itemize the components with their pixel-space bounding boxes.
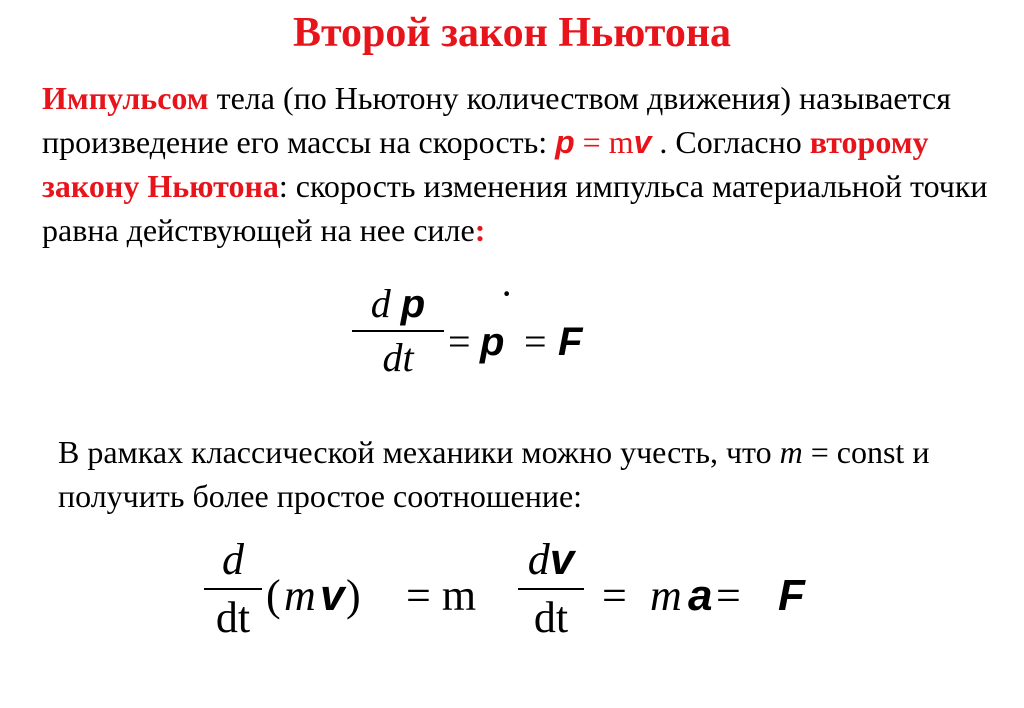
equals-sign: = (716, 571, 741, 620)
fraction-dp-dt (352, 281, 444, 380)
formula-dp-dt (352, 271, 672, 404)
text-segment: : скорость изменения импульса материальной точки равна действующей на нее силе (42, 168, 988, 248)
denominator-dt: dt (215, 593, 251, 642)
denominator-dt: dt (533, 593, 569, 642)
numerator-v: v (549, 535, 575, 584)
equals-sign: = (448, 319, 471, 364)
numerator-d: d (222, 535, 244, 584)
paren-close: ) (346, 571, 361, 620)
term-second-law: второму закону Ньютона (42, 124, 929, 204)
numerator-d: d (527, 535, 550, 584)
formula-ma (200, 535, 900, 678)
fraction-d-dt (204, 535, 262, 642)
fraction-bar (352, 330, 444, 332)
numerator-d: d (370, 281, 401, 326)
p-symbol: p (555, 124, 575, 160)
acceleration-symbol: a (688, 571, 713, 620)
dot-accent: · (500, 271, 514, 316)
equals-sign: = (524, 319, 547, 364)
v-symbol: v (633, 124, 652, 160)
text-segment: тела (по Ньютону количеством движения) называется произведение его массы на скорость: (42, 80, 951, 160)
fraction-bar (204, 588, 262, 590)
mass-symbol: m (779, 434, 803, 470)
numerator-p: p (400, 282, 426, 326)
text-segment: . Согласно (651, 124, 810, 160)
velocity-symbol: v (320, 571, 345, 620)
colon-red: : (474, 212, 486, 248)
force-symbol: F (558, 320, 583, 364)
paren-open: ( (266, 571, 281, 620)
equals-sign: = (602, 571, 627, 620)
equals-m: = m (406, 571, 477, 620)
denominator-dt: dt (382, 335, 414, 380)
fraction-bar (518, 588, 584, 590)
mass-symbol: m (650, 571, 682, 620)
paragraph-impulse-definition (42, 76, 992, 252)
equals-m: = m (574, 124, 634, 160)
term-impulse: Импульсом (42, 80, 209, 116)
text-segment: В рамках классической механики можно учесть, что (58, 434, 780, 470)
mass-symbol: m (284, 571, 316, 620)
fraction-dv-dt (518, 535, 584, 642)
paragraph-classical-mechanics (58, 430, 988, 518)
text-segment: = const и получить более простое соотношение: (58, 434, 930, 514)
p-dot-symbol: p (480, 320, 505, 364)
slide-title: Второй закон Ньютона (292, 10, 732, 56)
force-symbol: F (778, 571, 805, 620)
